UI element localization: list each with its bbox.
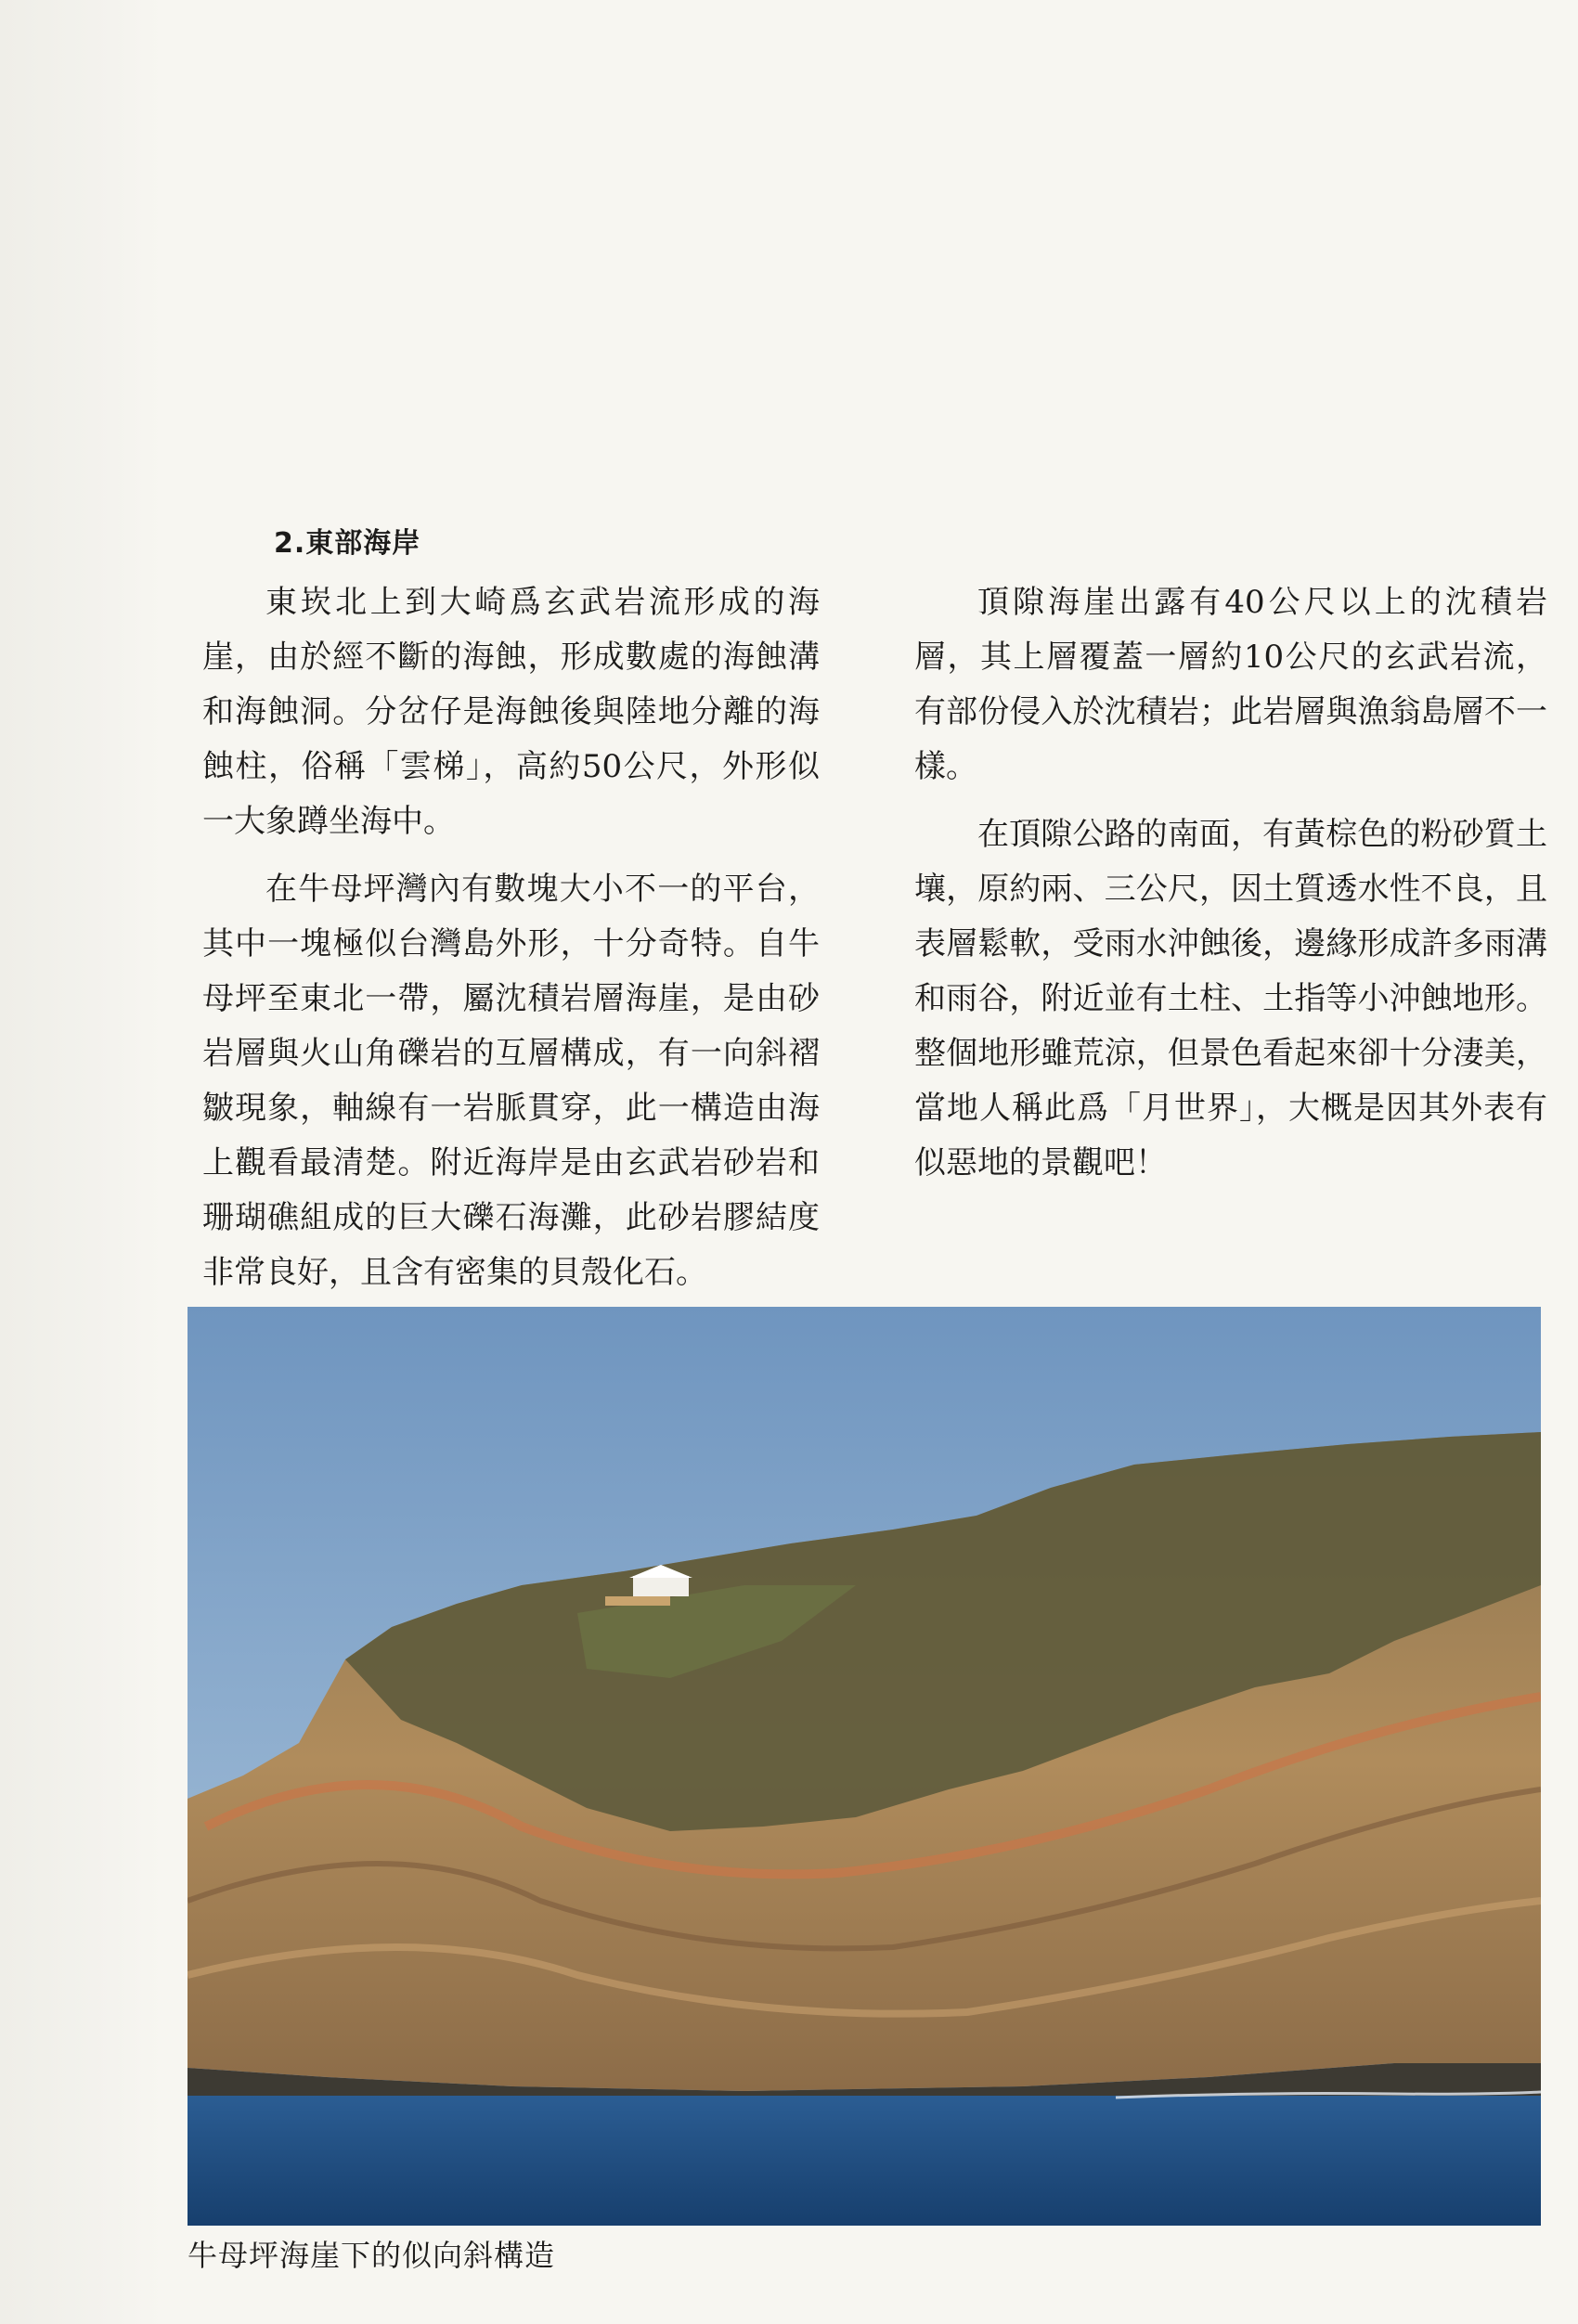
right-text-column bbox=[914, 575, 1547, 1204]
scan-edge bbox=[0, 0, 162, 2324]
section-heading: 2.東部海岸 bbox=[274, 527, 421, 560]
paragraph: 頂隙海崖出露有40公尺以上的沈積岩層，其上層覆蓋一層約10公尺的玄武岩流，有部份侵入於沈積岩；此岩層與漁翁島層不一樣。 bbox=[914, 584, 1547, 785]
paragraph: 東崁北上到大崎爲玄武岩流形成的海崖，由於經不斷的海蝕，形成數處的海蝕溝和海蝕洞。分岔仔是海蝕後與陸地分離的海蝕柱，俗稱「雲梯」，高約50公尺，外形似一大象蹲坐海中。 bbox=[202, 584, 820, 840]
paragraph: 在牛母坪灣內有數塊大小不一的平台，其中一塊極似台灣島外形，十分奇特。自牛母坪至東北一帶，屬沈積岩層海崖，是由砂岩層與火山角礫岩的互層構成，有一向斜褶皺現象，軸線有一岩脈貫穿，此一構造由海上觀看最清楚。附近海岸是由玄武岩砂岩和珊瑚礁組成的巨大礫石海灘，此砂岩膠結度非常良好，且含有密集的貝殼化石。 bbox=[202, 871, 820, 1291]
photo-caption: 牛母坪海崖下的似向斜構造 bbox=[188, 2238, 556, 2273]
coastal-cliff-photo bbox=[188, 1307, 1541, 2226]
cliff-illustration bbox=[188, 1307, 1541, 2226]
sea bbox=[188, 2096, 1541, 2226]
paragraph: 在頂隙公路的南面，有黃棕色的粉砂質土壤，原約兩、三公尺，因土質透水性不良，且表層鬆軟，受雨水沖蝕後，邊緣形成許多雨溝和雨谷，附近並有土柱、土指等小沖蝕地形。整個地形雖荒涼，但景色看起來卻十分淒美，當地人稱此爲「月世界」，大概是因其外表有似惡地的景觀吧！ bbox=[914, 816, 1547, 1181]
left-text-column bbox=[202, 575, 820, 1313]
